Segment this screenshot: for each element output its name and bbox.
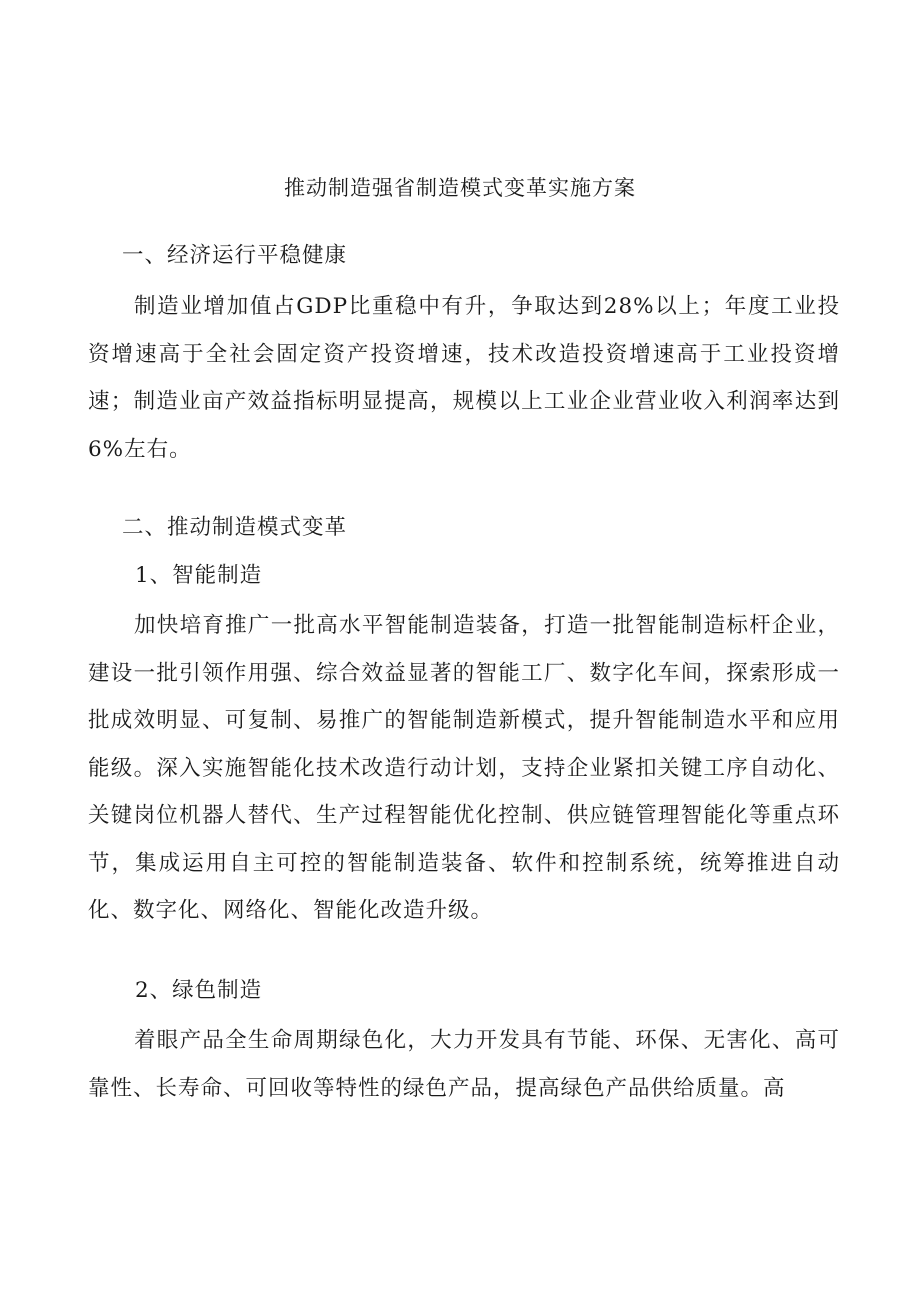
- document-title: 推动制造强省制造模式变革实施方案: [284, 176, 636, 200]
- paragraph-economy: 制造业增加值占GDP比重稳中有升，争取达到28%以上；年度工业投资增速高于全社会固定资产投资增速，技术改造投资增速高于工业投资增速；制造业亩产效益指标明显提高，规模以上工业企业营业收入利润率达到6%左右。: [88, 294, 840, 462]
- section-heading-manufacturing-reform: 二、推动制造模式变革: [122, 515, 348, 540]
- subsection-heading-green-manufacturing: 2、绿色制造: [135, 978, 263, 1003]
- paragraph-smart-manufacturing: 加快培育推广一批高水平智能制造装备，打造一批智能制造标杆企业，建设一批引领作用强、综合效益显著的智能工厂、数字化车间，探索形成一批成效明显、可复制、易推广的智能制造新模式，提升智能制造水平和应用能级。深入实施智能化技术改造行动计划，支持企业紧扣关键工序自动化、关键岗位机器人替代、生产过程智能优化控制、供应链管理智能化等重点环节，集成运用自主可控的智能制造装备、软件和控制系统，统筹推进自动化、数字化、网络化、智能化改造升级。: [88, 613, 840, 923]
- subsection-heading-smart-manufacturing: 1、智能制造: [135, 563, 263, 588]
- paragraph-green-manufacturing: 着眼产品全生命周期绿色化，大力开发具有节能、环保、无害化、高可靠性、长寿命、可回收等特性的绿色产品，提高绿色产品供给质量。高: [88, 1028, 840, 1101]
- section-heading-economy: 一、经济运行平稳健康: [122, 243, 348, 268]
